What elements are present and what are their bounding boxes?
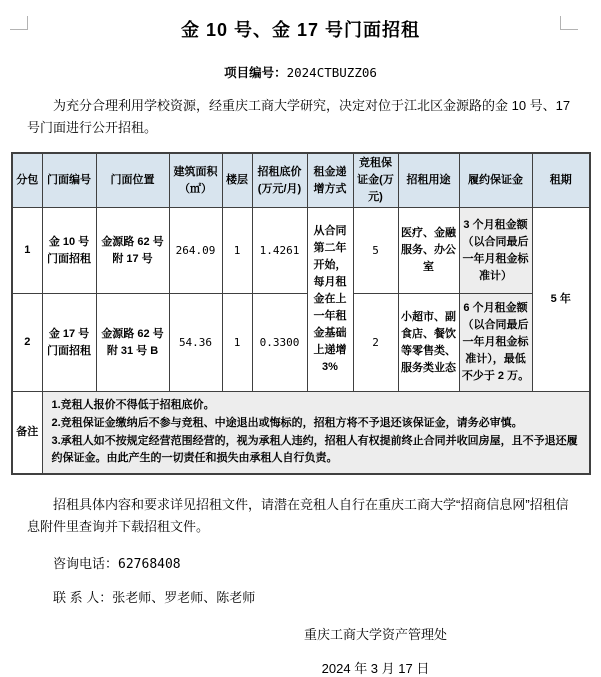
cell-area: 264.09 bbox=[169, 208, 222, 294]
cell-shop-id: 金 10 号门面招租 bbox=[42, 208, 96, 294]
cell-floor: 1 bbox=[222, 208, 252, 294]
remark-item: 1.竞租人报价不得低于招租底价。 bbox=[51, 399, 215, 412]
cell-base-price: 0.3300 bbox=[252, 294, 307, 392]
remark-row bbox=[12, 392, 590, 474]
table-row bbox=[12, 294, 590, 392]
column-header-usage: 招租用途 bbox=[398, 153, 459, 208]
cell-location: 金源路 62 号附 17 号 bbox=[96, 208, 169, 294]
contact-names: 张老师、罗老师、陈老师 bbox=[112, 589, 256, 605]
column-header-floor: 楼层 bbox=[222, 153, 252, 208]
cell-package: 1 bbox=[12, 208, 42, 294]
project-number-label: 项目编号： bbox=[224, 66, 287, 80]
remark-item: 3.承租人如不按规定经营范围经营的，视为承租人违约，招租人有权提前终止合同并收回房屋，且不予退还履约保证金。由此产生的一切责任和损失由承租人自行负责。 bbox=[51, 434, 578, 465]
closing-paragraph: 招租具体内容和要求详见招租文件，请潜在竞租人自行在重庆工商大学“招商信息网”招租信息附件里查询并下载招租文件。 bbox=[27, 496, 569, 534]
column-header-base-price: 招租底价(万元/月) bbox=[252, 153, 307, 208]
column-header-package: 分包 bbox=[12, 153, 42, 208]
signature-date: 2024 年 3 月 17 日 bbox=[321, 660, 430, 676]
page-title: 金 10 号、金 17 号门面招租 bbox=[180, 20, 421, 40]
column-header-bid-deposit: 竞租保证金(万元) bbox=[353, 153, 398, 208]
column-header-term: 租期 bbox=[532, 153, 590, 208]
cell-usage: 医疗、金融服务、办公室 bbox=[398, 208, 459, 294]
remark-content-cell bbox=[42, 392, 590, 474]
cell-rent-increase: 从合同第二年开始，每月租金在上一年租金基础上递增3% bbox=[307, 208, 353, 392]
remark-label-cell: 备注 bbox=[12, 392, 42, 474]
cell-performance-bond: 3 个月租金额（以合同最后一年月租金标准计） bbox=[459, 208, 532, 294]
cell-floor: 1 bbox=[222, 294, 252, 392]
column-header-location: 门面位置 bbox=[96, 153, 169, 208]
signature-org: 重庆工商大学资产管理处 bbox=[303, 626, 447, 642]
phone-line bbox=[27, 553, 574, 572]
margin-crop-mark-left-icon bbox=[10, 16, 28, 30]
cell-usage: 小超市、副食店、餐饮等零售类、服务类业态 bbox=[398, 294, 459, 392]
cell-base-price: 1.4261 bbox=[252, 208, 307, 294]
cell-bid-deposit: 2 bbox=[353, 294, 398, 392]
cell-area: 54.36 bbox=[169, 294, 222, 392]
column-header-performance-bond: 履约保证金 bbox=[459, 153, 532, 208]
margin-crop-mark-right-icon bbox=[560, 16, 578, 30]
cell-bid-deposit: 5 bbox=[353, 208, 398, 294]
rent-table-wrapper bbox=[11, 152, 601, 475]
rent-table bbox=[11, 152, 591, 475]
cell-shop-id: 金 17 号门面招租 bbox=[42, 294, 96, 392]
intro-paragraph: 为充分合理利用学校资源，经重庆工商大学研究，决定对位于江北区金源路的金 10 号、17 号门面进行公开招租。 bbox=[27, 98, 571, 136]
table-row bbox=[12, 208, 590, 294]
cell-term: 5 年 bbox=[532, 208, 590, 392]
contact-label: 联 系 人： bbox=[53, 589, 113, 605]
column-header-area: 建筑面积（㎡） bbox=[169, 153, 222, 208]
table-header-row bbox=[12, 153, 590, 208]
project-number-line bbox=[0, 63, 601, 81]
remark-item: 2.竞租保证金缴纳后不参与竞租、中途退出或悔标的，招租方将不予退还该保证金，请务必审慎。 bbox=[51, 416, 523, 429]
cell-package: 2 bbox=[12, 294, 42, 392]
phone-number: 62768408 bbox=[118, 556, 181, 572]
project-number-value: 2024CTBUZZ06 bbox=[286, 65, 377, 80]
contact-line bbox=[27, 587, 574, 606]
cell-performance-bond: 6 个月租金额（以合同最后一年月租金标准计），最低不少于 2 万。 bbox=[459, 294, 532, 392]
column-header-shop-id: 门面编号 bbox=[42, 153, 96, 208]
phone-label: 咨询电话： bbox=[53, 555, 119, 571]
column-header-rent-increase: 租金递增方式 bbox=[307, 153, 353, 208]
cell-location: 金源路 62 号附 31 号 B bbox=[96, 294, 169, 392]
